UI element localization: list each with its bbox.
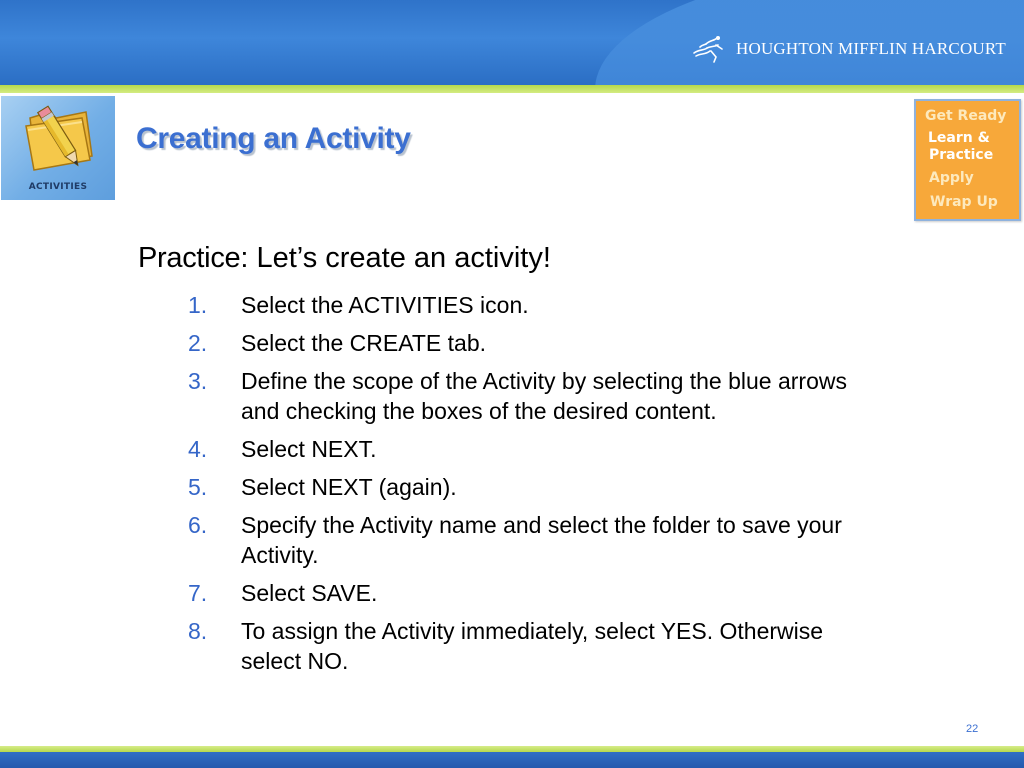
activities-folder-pencil-icon — [20, 100, 98, 176]
nav-item-get-ready[interactable]: Get Ready — [925, 108, 1007, 124]
slide-title: Creating an Activity — [136, 122, 411, 155]
header-green-stripe — [0, 85, 1024, 93]
hmh-rider-logo-icon — [692, 34, 728, 64]
nav-item-wrap-up[interactable]: Wrap Up — [930, 194, 998, 210]
nav-item-learn-practice-line2[interactable]: Practice — [929, 147, 994, 163]
list-item — [188, 616, 888, 676]
step-number: 5. — [188, 474, 208, 500]
activities-caption: ACTIVITIES — [28, 182, 88, 192]
step-number: 6. — [188, 512, 208, 538]
list-item — [188, 510, 888, 570]
step-number: 2. — [188, 330, 208, 356]
slide-header — [0, 0, 1024, 85]
step-text: Select the CREATE tab. — [241, 330, 487, 356]
brand — [692, 34, 1006, 64]
list-item — [188, 366, 888, 426]
step-text: Specify the Activity name and select the folder to save your Activity. — [241, 512, 842, 568]
step-number: 8. — [188, 618, 208, 644]
step-text: Define the scope of the Activity by selecting the blue arrows and checking the boxes of the desired content. — [241, 368, 847, 424]
nav-item-apply[interactable]: Apply — [929, 170, 974, 186]
lesson-nav-box — [914, 99, 1021, 221]
step-text: Select the ACTIVITIES icon. — [241, 292, 529, 318]
intro-line — [138, 242, 551, 275]
list-item — [188, 472, 888, 502]
step-number: 4. — [188, 436, 208, 462]
page-number: 22 — [966, 723, 979, 735]
list-item — [188, 328, 888, 358]
intro-rest: : Let’s create an activity! — [240, 242, 551, 274]
nav-item-learn-practice-line1[interactable]: Learn & — [928, 130, 990, 146]
footer-blue-band — [0, 752, 1024, 768]
step-number: 1. — [188, 292, 208, 318]
step-text: Select NEXT. — [241, 436, 377, 462]
list-item — [188, 434, 888, 464]
brand-name: HOUGHTON MIFFLIN HARCOURT — [735, 39, 1006, 58]
steps-list — [188, 290, 888, 684]
step-number: 7. — [188, 580, 208, 606]
step-text: Select NEXT (again). — [241, 474, 457, 500]
step-text: Select SAVE. — [241, 580, 378, 606]
step-number: 3. — [188, 368, 208, 394]
intro-lead: Practice — [138, 242, 241, 274]
list-item — [188, 290, 888, 320]
activities-tile — [1, 96, 115, 200]
step-text: To assign the Activity immediately, select YES. Otherwise select NO. — [241, 618, 824, 674]
list-item — [188, 578, 888, 608]
